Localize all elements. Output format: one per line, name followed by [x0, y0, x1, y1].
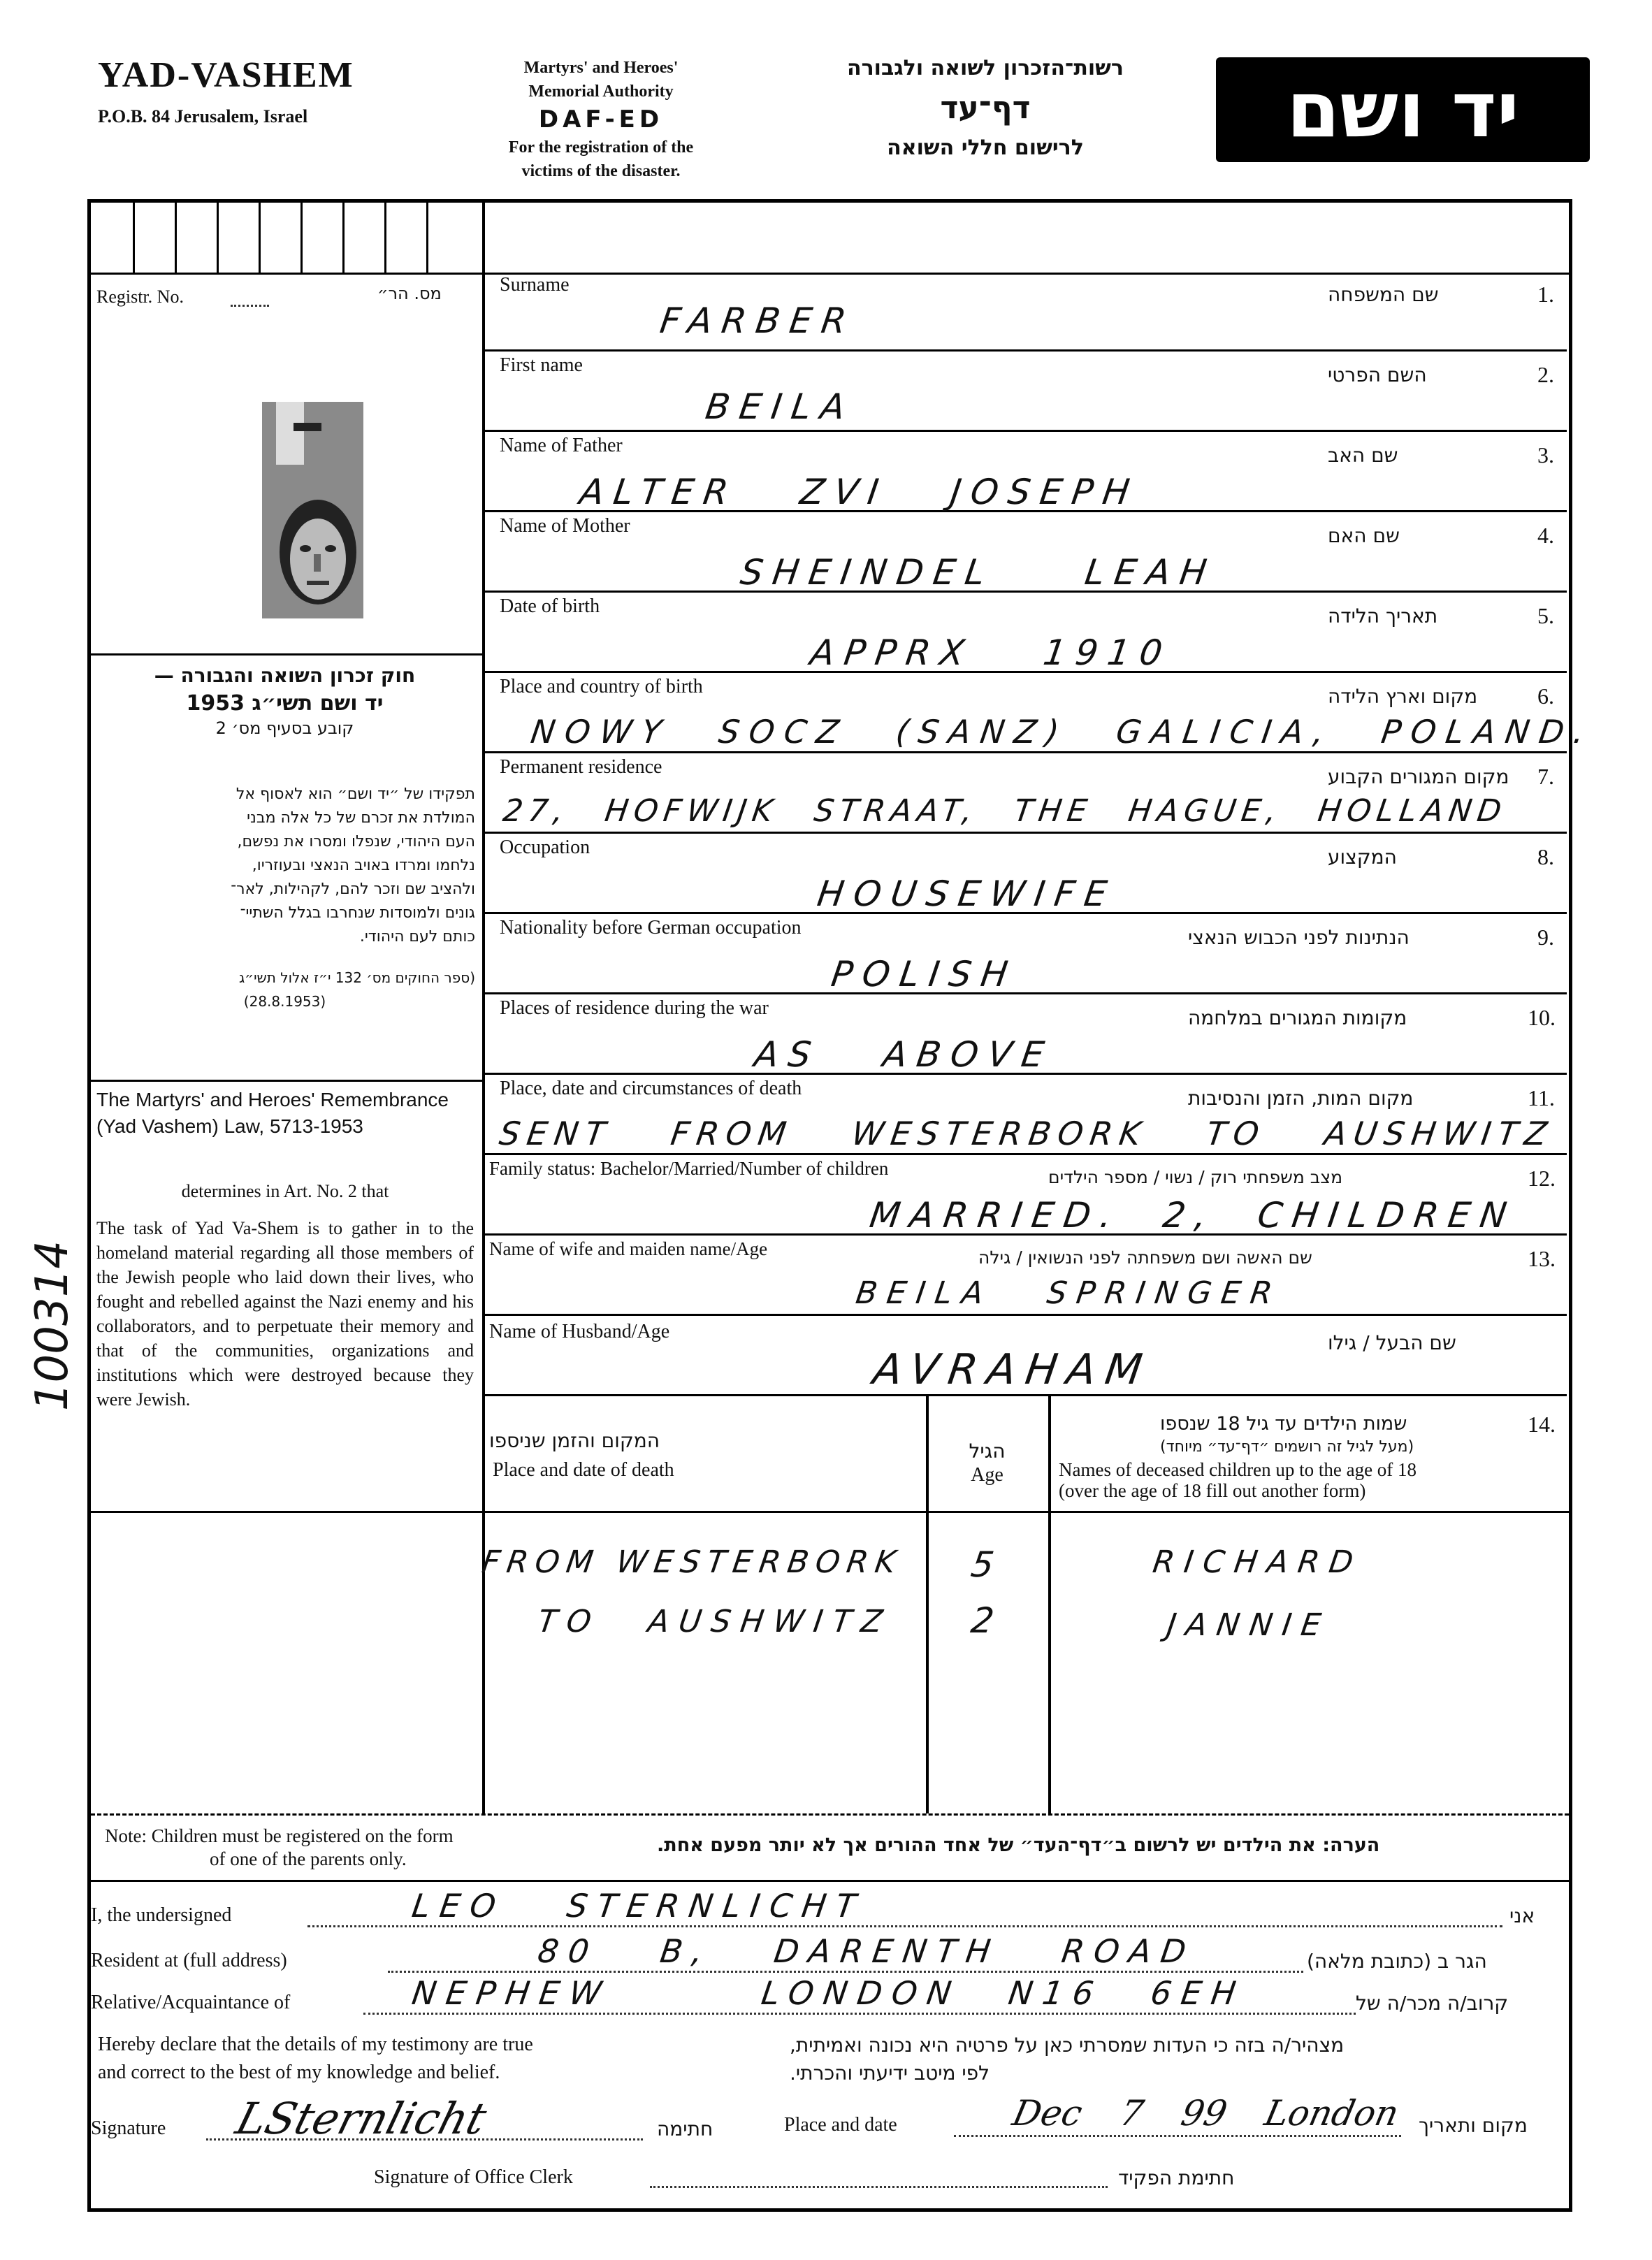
law-heb-sub2: קובע בסעיף מס׳ 2: [215, 718, 354, 738]
field-12-label: Family status: Bachelor/Married/Number of children: [489, 1158, 889, 1179]
photo-bottom-line: [91, 653, 482, 655]
field-11-value: SENT FROM WESTERBORK TO AUSHWITZ: [497, 1115, 1557, 1152]
field-2-heb-label: השם הפרטי: [1328, 363, 1427, 386]
field-6-value: NOWY SOCZ (SANZ) GALICIA, POLAND.: [528, 713, 1597, 751]
place-date-value: Dec 7 99 London: [1008, 2093, 1403, 2134]
child-1-age: 5: [968, 1544, 1006, 1585]
field-1-value: FARBER: [657, 300, 859, 341]
field-13-heb-label: שם האשה ושם משפחתה לפני הנשואין / גילה: [978, 1247, 1312, 1268]
law-english-body: The task of Yad Va-Shem is to gather in to the homeland material regarding all those members of the Jewish people who laid down their lives, who fought and rebelled against the Nazi enemy and his collaborators, and to perpetuate their memory and that of the communities, organizations and institutions which were destroyed because they were Jewish.: [96, 1218, 474, 1410]
law-heb-title: חוק זכרון השואה והגבורה —: [154, 664, 416, 687]
field-8-number: 8.: [1537, 844, 1554, 869]
field-4-value: SHEINDEL LEAH: [737, 552, 1219, 593]
field-2-label: First name: [500, 354, 583, 376]
field-3-label: Name of Father: [500, 435, 623, 456]
field-7-number: 7.: [1537, 764, 1554, 789]
field-9-heb-label: הנתינות לפני הכבוש הנאצי: [1188, 926, 1410, 949]
field-10-label: Places of residence during the war: [500, 997, 769, 1019]
field-9-number: 9.: [1537, 925, 1554, 950]
law-divider: [91, 1080, 482, 1082]
clerk-heb: חתימת הפקיד: [1118, 2166, 1235, 2189]
children-number: 14.: [1528, 1412, 1556, 1437]
field-3-number: 3.: [1537, 442, 1554, 468]
field-4-label: Name of Mother: [500, 515, 630, 537]
relative-value-2: LONDON N16 6EH: [759, 1974, 1248, 2012]
signature-value: LSternlicht: [231, 2093, 492, 2144]
registration-heb-label: מס. הר״: [377, 284, 442, 303]
law-heb-body-2: המולדת את זכרם של כל אלה מבני: [247, 809, 475, 827]
declare-heb-line2: לפי מיטב ידיעתי והכרתי.: [790, 2062, 990, 2085]
field-1-heb-label: שם המשפחה: [1328, 283, 1439, 306]
header-heb-line3: לרישום חללי השואה: [887, 136, 1084, 160]
child-2-name: JANNIE: [1164, 1607, 1333, 1643]
field-11-number: 11.: [1528, 1085, 1555, 1110]
field-12-number: 12.: [1528, 1166, 1556, 1191]
field-10-number: 10.: [1528, 1005, 1556, 1030]
field-5-value: APPRX 1910: [807, 632, 1175, 673]
place-heb-header: המקום והזמן שניספו: [489, 1429, 660, 1452]
declare-heb-line1: מצהיר/ה בזה כי העדות שמסרתי כאן על פרטיה היא נכונה ואמיתית,: [790, 2034, 1345, 2057]
child-1-name: RICHARD: [1150, 1544, 1365, 1580]
field-6-number: 6.: [1537, 683, 1554, 709]
org-address: P.O.B. 84 Jerusalem, Israel: [98, 106, 308, 126]
field-7-heb-label: מקום המגורים הקבוע: [1328, 765, 1509, 788]
declare-en-line1: Hereby declare that the details of my testimony are true: [98, 2034, 533, 2055]
yad-vashem-logo: [1216, 57, 1590, 162]
signature-label: Signature: [91, 2117, 166, 2139]
registration-dots: [231, 305, 269, 307]
top-boxes-line: [91, 273, 1569, 275]
child-2-place: TO AUSHWITZ: [535, 1604, 894, 1639]
field-8-label: Occupation: [500, 836, 590, 858]
header-center-line1: Martyrs' and Heroes': [523, 59, 679, 77]
child-1-place: FROM WESTERBORK: [479, 1544, 905, 1580]
header-heb-title: דף־עד: [940, 90, 1031, 126]
header-center-title: DAF-ED: [538, 106, 664, 133]
field-9-value: POLISH: [828, 954, 1020, 994]
resident-value: 80 B, DARENTH ROAD: [535, 1932, 1198, 1970]
place-en-header: Place and date of death: [493, 1459, 674, 1481]
age-heb-header: הגיל: [969, 1440, 1006, 1463]
field-2-number: 2.: [1537, 362, 1554, 387]
law-english-title: The Martyrs' and Heroes' Remembrance (Yad Vashem) Law, 5713-1953: [96, 1089, 449, 1137]
undersigned-heb: אני: [1509, 1904, 1535, 1927]
field-8-value: HOUSEWIFE: [814, 874, 1120, 914]
age-en-header: Age: [971, 1464, 1003, 1486]
field-6-label: Place and country of birth: [500, 676, 703, 697]
law-english-determines: determines in Art. No. 2 that: [181, 1181, 389, 1201]
field-husband-value: AVRAHAM: [870, 1345, 1155, 1394]
children-heb-title: שמות הילדים עד גיל 18 שנספו: [1160, 1413, 1407, 1435]
field-7-value: 27, HOFWIJK STRAAT, THE HAGUE, HOLLAND: [500, 793, 1509, 829]
header-center: [433, 56, 769, 183]
org-name: YAD-VASHEM: [98, 55, 354, 95]
clerk-line: [650, 2186, 1108, 2188]
field-3-value: ALTER ZVI JOSEPH: [577, 472, 1142, 512]
children-en-title: Names of deceased children up to the age of 18: [1059, 1459, 1417, 1480]
note-en-line1: Note: Children must be registered on the form: [105, 1825, 454, 1846]
resident-label: Resident at (full address): [91, 1950, 287, 1971]
law-heb-body-4: נלחמו ומרדו באויב הנאצי ובעוזריו,: [252, 857, 475, 874]
undersigned-label: I, the undersigned: [91, 1904, 232, 1926]
law-heb-body-1: תפקידו של ״יד ושם״ הוא לאסוף אל: [236, 785, 475, 803]
field-6-heb-label: מקום וארץ הלידה: [1328, 685, 1478, 708]
relative-value: NEPHEW: [410, 1974, 614, 2012]
clerk-label: Signature of Office Clerk: [374, 2166, 573, 2188]
law-heb-body-3: העם היהודי, שנפלו ומסרו את נפשם,: [237, 833, 475, 850]
relative-line: [363, 2013, 1356, 2015]
field-12-heb-label: מצב משפחתי רוק / נשוי / מספר הילדים: [1048, 1167, 1343, 1187]
note-heb: הערה: את הילדים יש לרשום ב״דף־העד״ של אחד ההורים אך לא יותר מפעם אחת.: [657, 1834, 1380, 1856]
relative-heb: קרוב/ה מכר/ה של: [1356, 1992, 1509, 2015]
law-heb-date: (28.8.1953): [243, 993, 326, 1010]
law-heb-ref: (ספר החוקים מס׳ 132 י״ז אלול תשי״ג: [238, 969, 475, 986]
field-4-heb-label: שם האם: [1328, 524, 1400, 547]
field-5-label: Date of birth: [500, 595, 600, 617]
header-center-line3: For the registration of the: [508, 138, 694, 157]
header-heb-line1: רשות־הזכרון לשואה ולגבורה: [847, 56, 1124, 80]
children-col-divider-1: [926, 1394, 929, 1813]
field-13-value: BEILA SPRINGER: [853, 1275, 1284, 1311]
field-4-number: 4.: [1537, 523, 1554, 548]
field-3-heb-label: שם האב: [1328, 444, 1398, 467]
place-date-heb: מקום ותאריך: [1419, 2114, 1528, 2137]
field-2-value: BEILA: [702, 386, 857, 427]
place-date-label: Place and date: [784, 2114, 897, 2136]
children-header-line: [91, 1511, 1569, 1513]
law-heb-body-5: ולהציב שם וזכר להם, לקהילות, לאר־: [231, 881, 475, 898]
logo-text: יד ושם: [1286, 65, 1520, 154]
header-center-line2: Memorial Authority: [528, 82, 674, 101]
field-8-heb-label: המקצוע: [1328, 846, 1397, 869]
law-heb-sub1: יד ושם תשי״ג 1953: [186, 691, 384, 716]
field-5-number: 5.: [1537, 603, 1554, 628]
field-13-number: 13.: [1528, 1246, 1556, 1271]
header-hebrew: [804, 56, 1167, 160]
law-hebrew-body: [94, 783, 475, 1013]
field-9-label: Nationality before German occupation: [500, 917, 802, 939]
resident-heb: הגר ב (כתובת מלאה): [1307, 1950, 1487, 1973]
law-hebrew-block: [94, 664, 475, 738]
children-col-divider-2: [1048, 1394, 1051, 1813]
law-heb-body-7: כותם לעם היהודי.: [359, 928, 475, 946]
field-12-value: MARRIED. 2, CHILDREN: [867, 1195, 1519, 1236]
field-10-value: AS ABOVE: [751, 1034, 1057, 1075]
field-13-label: Name of wife and maiden name/Age: [489, 1238, 768, 1259]
field-5-heb-label: תאריך הלידה: [1328, 604, 1438, 628]
field-1-number: 1.: [1537, 282, 1554, 307]
victim-photo: [262, 402, 363, 618]
note-en-line2: of one of the parents only.: [210, 1848, 407, 1869]
header-center-line4: victims of the disaster.: [521, 162, 681, 180]
children-heb-note: (מעל לגיל זה רושמים ״דף־עד״ מיוחד): [1160, 1438, 1414, 1456]
law-heb-body-6: גונים ולמוסדות שנחרבו בגלל השתיי־: [240, 904, 475, 922]
undersigned-line: [307, 1925, 1502, 1927]
place-date-line: [954, 2135, 1401, 2137]
declare-en-line2: and correct to the best of my knowledge and belief.: [98, 2062, 500, 2083]
field-husband-label: Name of Husband/Age: [489, 1321, 670, 1342]
field-11-label: Place, date and circumstances of death: [500, 1078, 802, 1099]
field-husband-heb-label: שם הבעל / גילו: [1328, 1331, 1456, 1354]
signature-heb: חתימה: [657, 2117, 713, 2141]
field-10-heb-label: מקומות המגורים במלחמה: [1188, 1006, 1407, 1029]
registration-label: Registr. No.: [96, 287, 184, 307]
table-bottom-line: [91, 1813, 1569, 1816]
handwritten-file-number: 100314: [27, 1240, 78, 1412]
children-en-note: (over the age of 18 fill out another form): [1059, 1480, 1366, 1501]
undersigned-value: LEO STERNLICHT: [410, 1887, 869, 1925]
field-7-label: Permanent residence: [500, 756, 662, 778]
relative-label: Relative/Acquaintance of: [91, 1992, 291, 2013]
victim-portrait: [262, 402, 363, 618]
field-1-label: Surname: [500, 274, 570, 296]
resident-line: [388, 1971, 1303, 1973]
note-bottom-line: [91, 1880, 1569, 1882]
child-2-age: 2: [968, 1600, 1006, 1641]
field-11-heb-label: מקום המות, הזמן והנסיבות: [1188, 1087, 1414, 1110]
